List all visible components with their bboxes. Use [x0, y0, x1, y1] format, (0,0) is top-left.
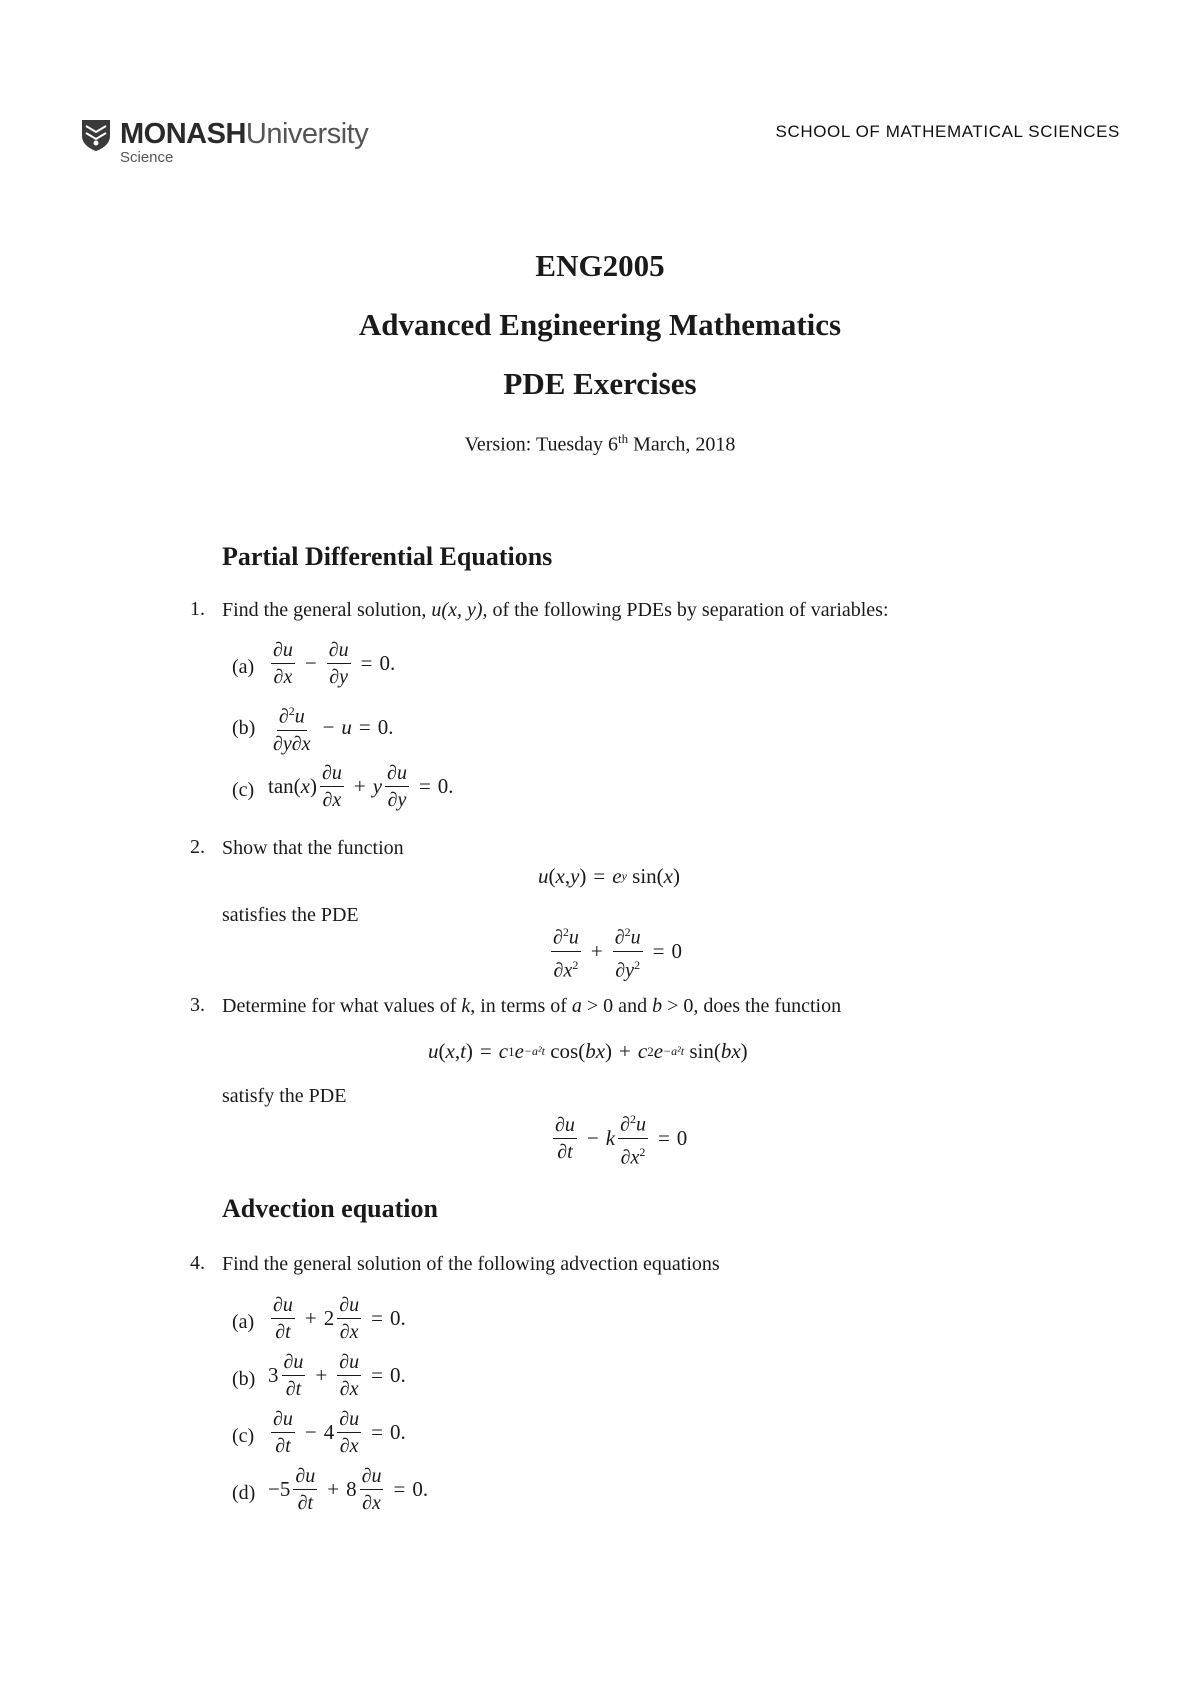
- q2-function: u ( x , y ) = e y sin( x ): [538, 864, 680, 888]
- q4-part-d-equation: −5 $\frac{\partial u}{\partial t}$ + 8 $\frac{\partial u}{\partial x}$ = 0.: [268, 1465, 429, 1514]
- q1-part-b-equation: $\frac{\partial^2u}{\partial y\partial x}$ − u = 0.: [268, 699, 394, 756]
- q1-part-c-label: (c): [232, 779, 255, 801]
- section-heading-pde: Partial Differential Equations: [222, 542, 553, 571]
- school-name: SCHOOL OF MATHEMATICAL SCIENCES: [775, 122, 1120, 141]
- q1-part-a-equation: $\frac{\partial u}{\partial x}$ − $\frac{\partial u}{\partial y}$ = 0.: [273, 639, 396, 688]
- question-4-number: 4.: [190, 1252, 205, 1274]
- faculty-name: Science: [120, 149, 174, 166]
- course-title: Advanced Engineering Mathematics: [358, 307, 842, 342]
- question-2-number: 2.: [190, 836, 205, 858]
- question-4-text: Find the general solution of the following advection equations: [222, 1253, 720, 1275]
- q1-part-c-equation: tan( x ) $\frac{\partial u}{\partial x}$ + y $\frac{\partial u}{\partial y}$ = 0.: [268, 762, 454, 811]
- question-3-number: 3.: [190, 994, 205, 1016]
- q4-part-a-equation: $\frac{\partial u}{\partial t}$ + 2 $\frac{\partial u}{\partial x}$ = 0.: [273, 1294, 406, 1343]
- version-line: Version: Tuesday 6th March, 2018: [464, 431, 736, 456]
- monash-logo: [80, 116, 380, 172]
- q4-part-b-label: (b): [232, 1368, 256, 1390]
- question-3-text: Determine for what values of k, in terms of a > 0 and b > 0, does the function: [222, 995, 842, 1017]
- section-heading-advection: Advection equation: [222, 1194, 438, 1223]
- q4-part-c-label: (c): [232, 1425, 255, 1447]
- brand-name: MONASHUniversity: [120, 118, 369, 150]
- q2-pde: $\frac{\partial^2u}{\partial x^2}$ + $\frac{\partial^2u}{\partial y^2}$ = 0: [548, 920, 682, 982]
- q1-part-a-label: (a): [232, 656, 255, 678]
- q3-pde: $\frac{\partial u}{\partial t}$ − k $\frac{\partial^2u}{\partial x^2}$ = 0: [550, 1107, 687, 1169]
- sheet-title: PDE Exercises: [503, 366, 697, 401]
- question-1-number: 1.: [190, 598, 205, 620]
- question-1-text: Find the general solution, u(x, y), of the following PDEs by separation of variables:: [222, 599, 889, 621]
- q4-part-b-equation: 3 $\frac{\partial u}{\partial t}$ + $\frac{\partial u}{\partial x}$ = 0.: [268, 1351, 406, 1400]
- question-3-text-2: satisfy the PDE: [222, 1085, 347, 1107]
- q1-part-b-label: (b): [232, 717, 256, 739]
- q4-part-c-equation: $\frac{\partial u}{\partial t}$ − 4 $\frac{\partial u}{\partial x}$ = 0.: [273, 1408, 406, 1457]
- question-2-text-2: satisfies the PDE: [222, 904, 359, 926]
- monash-crest-icon: [80, 118, 112, 152]
- q4-part-d-label: (d): [232, 1482, 256, 1504]
- q3-function: u ( x , t ) = c 1 e −a²t cos( bx ) + c 2 e −a²t sin( bx ): [428, 1039, 748, 1063]
- course-code: ENG2005: [535, 248, 665, 283]
- q4-part-a-label: (a): [232, 1311, 255, 1333]
- question-2-text: Show that the function: [222, 837, 404, 859]
